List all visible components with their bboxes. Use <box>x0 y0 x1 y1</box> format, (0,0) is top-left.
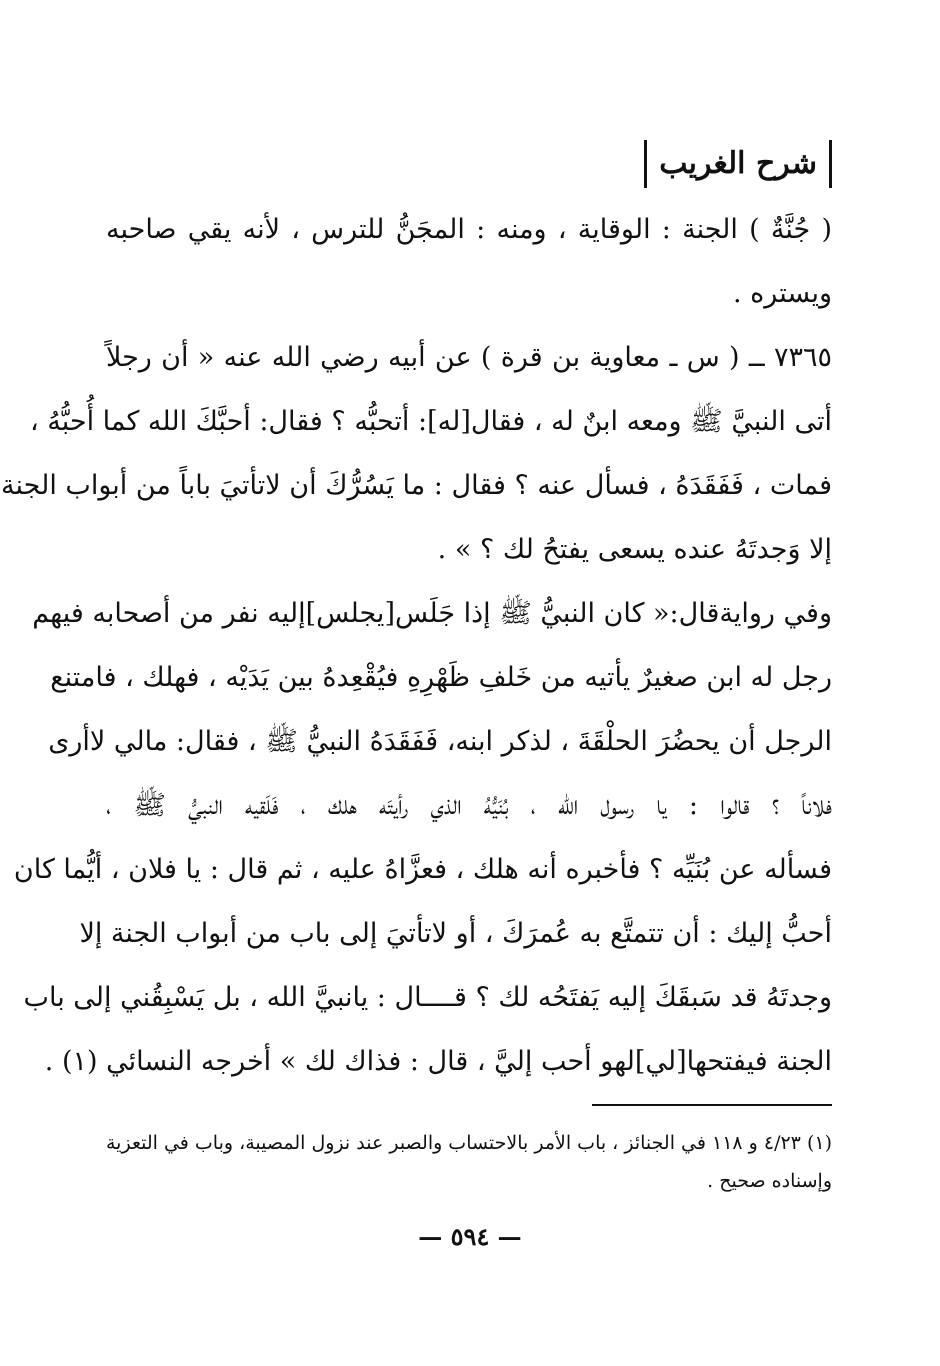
riwaya-line: الرجل أن يحضُرَ الحلْقَةَ ، لذكر ابنه، فَفَقَدَهُ النبيُّ ﷺ ، فقال: مالي لاأرى <box>48 726 832 757</box>
main-text <box>1 198 832 1094</box>
riwaya-paragraph <box>13 582 832 1094</box>
hadith-line: إلا وَجدتَهُ عنده يسعى يفتحُ لك ؟ » . <box>437 534 832 565</box>
hadith-line: ٧٣٦٥ ــ ( س ـ معاوية بن قرة ) عن أبيه رضي الله عنه « أن رجلاً <box>106 342 832 373</box>
riwaya-line: رجل له ابن صغيرٌ يأتيه من خَلفِ ظَهْرِهِ فيُقْعِدهُ بين يَدَيْه ، فهلك ، فامتنع <box>50 662 832 693</box>
gloss-paragraph <box>106 198 832 326</box>
section-heading-text: شرح الغريب <box>659 146 817 181</box>
riwaya-line: فلاناً ؟ قالوا : يا رسول الله ، بُنَيُّهُ الذي رأيتَه هلك ، فَلَقيه النبيُّ ﷺ ، <box>106 790 832 821</box>
section-heading <box>644 140 832 188</box>
riwaya-line: وجدتَهُ قد سَبقَكَ إليه يَفتَحُه لك ؟ قــــال : يانبيَّ الله ، بل يَسْبِقُني إلى باب <box>23 982 832 1013</box>
riwaya-line: فسأله عن بُنَيِّه ؟ فأخبره أنه هلك ، فعزَّاهُ عليه ، ثم قال : يا فلان ، أيُّما كان <box>13 854 832 885</box>
footnote-separator <box>592 1104 832 1106</box>
hadith-line: فمات ، فَفَقَدَهُ ، فسأل عنه ؟ فقال : ما يَسُرُّكَ أن لاتأتيَ باباً من أبواب الجنة <box>1 470 832 501</box>
footnote-line: (١) ٤/٢٣ و ١١٨ في الجنائز ، باب الأمر بالاحتساب والصبر عند نزول المصيبة، وباب في التعزية <box>106 1132 832 1154</box>
footnote-line: وإسناده صحيح . <box>707 1170 832 1192</box>
footnote <box>106 1124 832 1200</box>
gloss-line: ويستره . <box>733 278 832 309</box>
page-number: — ٥٩٤ — <box>418 1222 522 1251</box>
riwaya-line: الجنة فيفتحها[لي]لهو أحب إليَّ ، قال : فذاك لك » أخرجه النسائي (١) . <box>44 1046 832 1077</box>
riwaya-line: وفي روايةقال:« كان النبيُّ ﷺ إذا جَلَس[يجلس]إليه نفر من أصحابه فيهم <box>32 598 832 629</box>
hadith-line: أتى النبيَّ ﷺ ومعه ابنٌ له ، فقال[له]: أتحبُّه ؟ فقال: أحبَّكَ الله كما أُحبُّهُ ، <box>29 406 832 437</box>
riwaya-line: أحبُّ إليك : أن تتمتَّع به عُمرَكَ ، أو لاتأتيَ إلى باب من أبواب الجنة إلا <box>79 918 832 949</box>
gloss-line: ( جُنَّةٌ ) الجنة : الوقاية ، ومنه : المجَنُّ للترس ، لأنه يقي صاحبه <box>106 214 832 245</box>
hadith-paragraph <box>1 326 832 582</box>
